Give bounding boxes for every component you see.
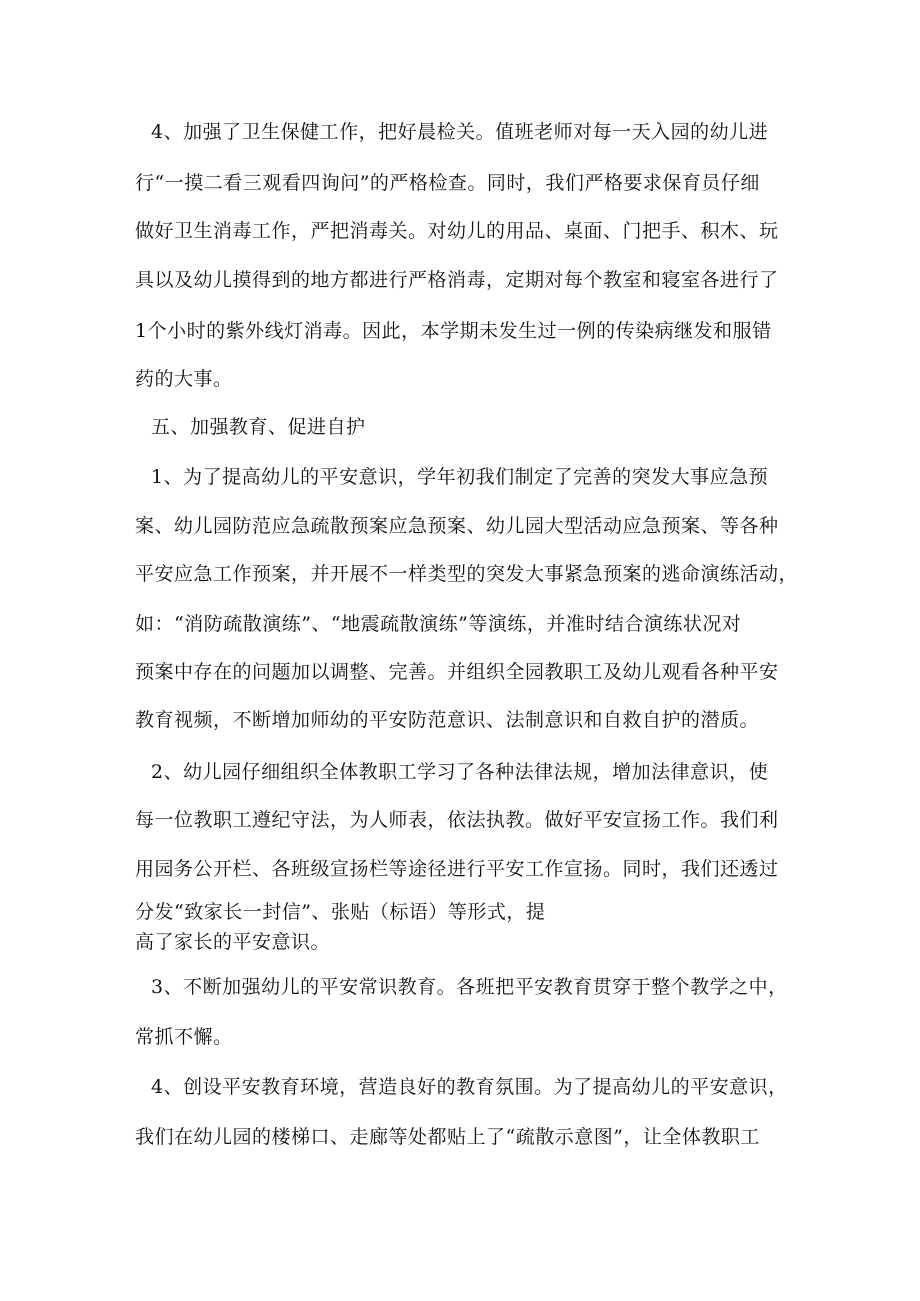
- paragraph-line: 具以及幼儿摸得到的地方都进行严格消毒，定期对每个教室和寝室各进行了: [135, 269, 779, 291]
- paragraph-line: 高了家长的平安意识。: [135, 931, 331, 953]
- paragraph-line: 用园务公开栏、各班级宣扬栏等途径进行平安工作宣扬。同时，我们还透过: [135, 858, 779, 880]
- paragraph-line: 常抓不懈。: [135, 1026, 233, 1048]
- paragraph-line: 每一位教职工遵纪守法，为人师表，依法执教。做好平安宣扬工作。我们利: [135, 809, 779, 831]
- paragraph-line: 1、为了提高幼儿的平安意识，学年初我们制定了完善的突发大事应急预: [151, 466, 769, 488]
- paragraph-line: 4、创设平安教育环境，营造良好的教育氛围。为了提高幼儿的平安意识，: [151, 1076, 788, 1098]
- paragraph-line: 1个小时的紫外线灯消毒。因此，本学期未发生过一例的传染病继发和服错: [135, 320, 772, 342]
- paragraph-line: 药的大事。: [135, 368, 233, 390]
- paragraph-line: 案、幼儿园防范应急疏散预案应急预案、幼儿园大型活动应急预案、等各种: [135, 515, 779, 537]
- paragraph-line: 平安应急工作预案，并开展不一样类型的突发大事紧急预案的逃命演练活动，: [135, 563, 799, 585]
- paragraph-line: 如：“消防疏散演练”、“地震疏散演练”等演练，并准时结合演练状况对: [135, 613, 742, 635]
- paragraph-line: 分发“致家长一封信”、张贴（标语）等形式，提: [135, 901, 546, 923]
- paragraph-line: 3、不断加强幼儿的平安常识教育。各班把平安教育贯穿于整个教学之中，: [151, 976, 788, 998]
- paragraph-line: 我们在幼儿园的楼梯口、走廊等处都贴上了“疏散示意图”，让全体教职工: [135, 1126, 760, 1148]
- paragraph-line: 2、幼儿园仔细组织全体教职工学习了各种法律法规，增加法律意识，使: [151, 761, 769, 783]
- paragraph-line: 行“一摸二看三观看四询问”的严格检查。同时，我们严格要求保育员仔细: [135, 172, 760, 194]
- paragraph-line: 预案中存在的问题加以调整、完善。并组织全园教职工及幼儿观看各种平安: [135, 661, 779, 683]
- section-heading: 五、加强教育、促进自护: [151, 416, 366, 438]
- paragraph-line: 教育视频，不断增加师幼的平安防范意识、法制意识和自救自护的潜质。: [135, 709, 760, 731]
- paragraph-line: 4、加强了卫生保健工作，把好晨检关。值班老师对每一天入园的幼儿进: [151, 121, 769, 143]
- paragraph-line: 做好卫生消毒工作，严把消毒关。对幼儿的用品、桌面、门把手、积木、玩: [135, 220, 779, 242]
